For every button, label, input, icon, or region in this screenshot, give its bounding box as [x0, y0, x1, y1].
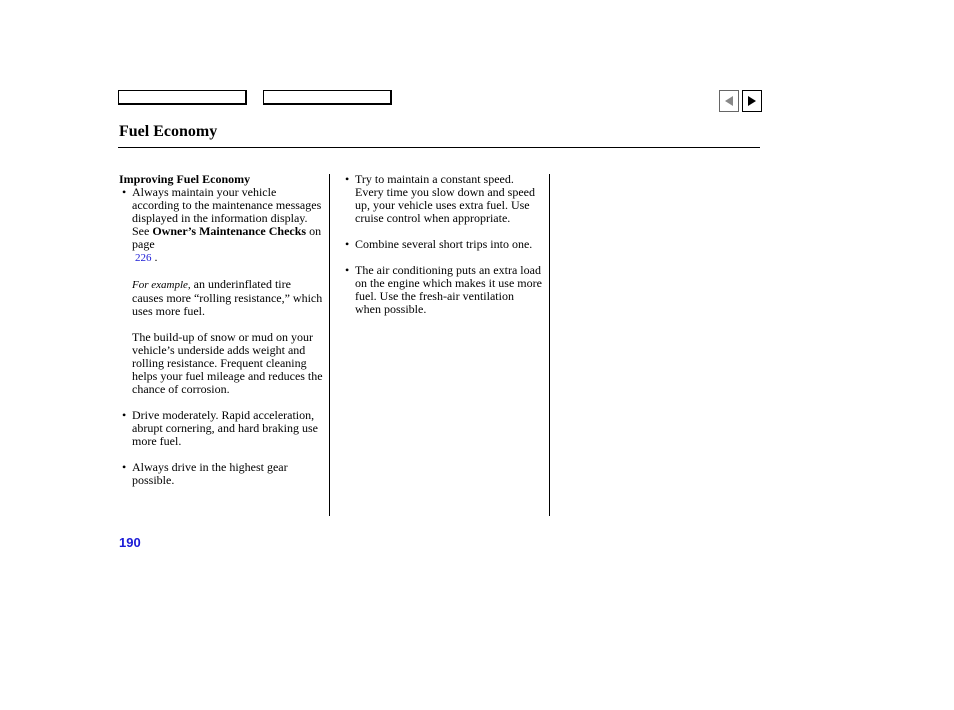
column-1	[119, 173, 324, 487]
bullet-text: Always maintain your vehicle according to the maintenance messages displayed in the information display. See	[132, 185, 322, 238]
page-title: Fuel Economy	[119, 123, 218, 140]
snow-paragraph: The build-up of snow or mud on your vehicle’s underside adds weight and rolling resistance. Frequent cleaning helps your fuel mileage and reduces the chance of corrosion.	[132, 330, 323, 396]
link-suffix: .	[154, 250, 158, 264]
section-heading: Improving Fuel Economy	[119, 172, 251, 186]
list-item	[119, 461, 324, 487]
column-divider-1	[329, 174, 330, 516]
bullet-text: Try to maintain a constant speed. Every time you slow down and speed up, your vehicle uses extra fuel. Use cruise control when appropriate.	[355, 172, 535, 225]
bullet: •	[345, 172, 350, 186]
list-item	[342, 238, 542, 251]
list-item	[342, 173, 542, 225]
triangle-right-icon	[748, 96, 756, 106]
list-item	[119, 186, 324, 265]
bullet: •	[122, 185, 127, 199]
bullet-text: Drive moderately. Rapid acceleration, abrupt cornering, and hard braking use more fuel.	[132, 408, 318, 448]
cross-reference: Owner’s Maintenance Checks	[152, 224, 307, 238]
bullet: •	[122, 460, 127, 474]
page-link-226[interactable]: 226	[135, 252, 152, 264]
bullet-text: on page	[132, 224, 322, 251]
bullet-text: The air conditioning puts an extra load on the engine which makes it use more fuel. Use the fresh-air ventilation when possible.	[355, 263, 542, 316]
bullet: •	[345, 237, 350, 251]
example-paragraph	[119, 278, 324, 318]
column-divider-2	[549, 174, 550, 516]
page-number: 190	[119, 535, 141, 550]
example-text: an underinflated tire causes more “rolling resistance,” which uses more fuel.	[132, 277, 323, 318]
list-item	[342, 264, 542, 316]
bullet-text: Always drive in the highest gear possible.	[132, 460, 288, 487]
bullet-text: Combine several short trips into one.	[355, 237, 533, 251]
contents-tab-button[interactable]	[118, 90, 247, 105]
bullet: •	[345, 263, 350, 277]
triangle-left-icon	[725, 96, 733, 106]
column-2	[342, 173, 542, 316]
previous-page-button[interactable]	[719, 90, 739, 112]
next-page-button[interactable]	[742, 90, 762, 112]
index-tab-button[interactable]	[263, 90, 392, 105]
example-label: For example,	[132, 279, 191, 291]
title-divider	[118, 147, 760, 148]
bullet: •	[122, 408, 127, 422]
list-item	[119, 409, 324, 448]
